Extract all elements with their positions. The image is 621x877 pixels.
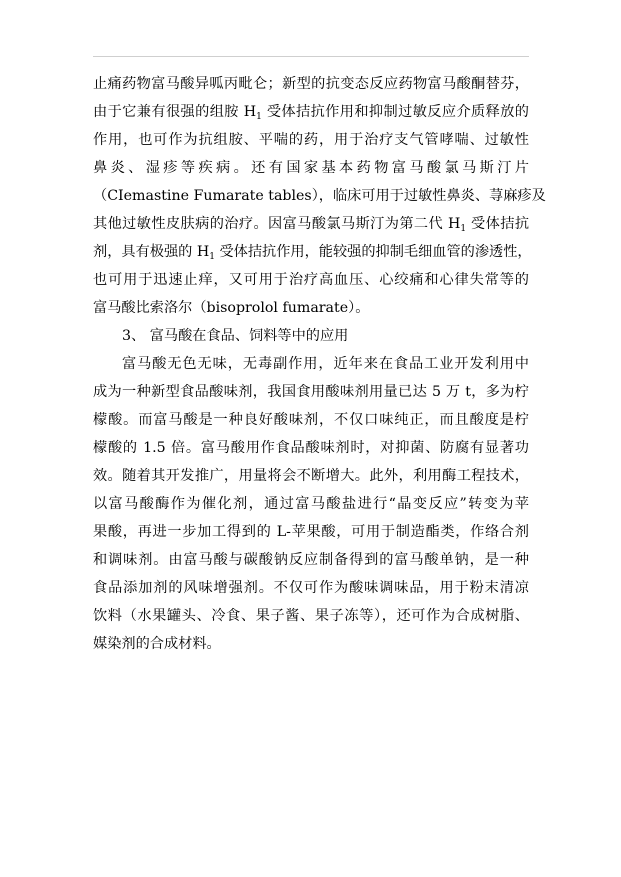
text-line: 富马酸比索洛尔（bisoprolol fumarate）。 (93, 300, 370, 316)
text-line: 止痛药物富马酸异呱丙毗仑；新型的抗变态反应药物富马酸酮替芬， (93, 76, 529, 92)
subscript: 1 (256, 112, 262, 122)
text-line: 富马酸无色无味，无毒副作用，近年来在食品工业开发利用中 (122, 356, 529, 372)
text-line: 檬酸的 1.5 倍。富马酸用作食品酸味剂时，对抑菌、防腐有显著功 (93, 440, 529, 456)
header-rule (93, 56, 529, 57)
text-line (93, 238, 532, 266)
text-span: 由于它兼有很强的组胺 H (93, 104, 257, 120)
text-span: 剂，具有极强的 H (93, 244, 210, 260)
text-line: 饮料（水果罐头、冷食、果子酱、果子冻等），还可作为合成树脂、 (93, 608, 529, 624)
text-line (93, 210, 529, 238)
document-body (93, 70, 546, 658)
text-line: 成为一种新型食品酸味剂，我国食用酸味剂用量已达 5 万 t，多为柠 (93, 384, 529, 400)
text-line: 鼻炎、湿疹等疾病。还有国家基本药物富马酸氯马斯汀片 (93, 160, 529, 176)
text-line: 和调味剂。由富马酸与碳酸钠反应制备得到的富马酸单钠，是一种 (93, 552, 529, 568)
subscript: 1 (460, 224, 467, 234)
text-line: 以富马酸酶作为催化剂，通过富马酸盐进行“晶变反应”转变为苹 (93, 496, 529, 512)
text-line: 果酸，再进一步加工得到的 L-苹果酸，可用于制造酯类，作络合剂 (93, 524, 529, 540)
text-line: 媒染剂的合成材料。 (93, 636, 221, 652)
text-line (93, 98, 529, 126)
text-line: 作用，也可作为抗组胺、平喘的药，用于治疗支气管哮喘、过敏性 (93, 132, 529, 148)
text-line: 也可用于迅速止痒，又可用于治疗高血压、心绞痛和心律失常等的 (93, 272, 529, 288)
text-line: 食品添加剂的风味增强剂。不仅可作为酸味调味品，用于粉末清凉 (93, 580, 529, 596)
text-line: 效。随着其开发推广，用量将会不断增大。此外，利用酶工程技术， (93, 468, 529, 484)
text-span: 其他过敏性皮肤病的治疗。因富马酸氯马斯汀为第二代 H (93, 216, 461, 232)
text-span: 受体拮抗 (466, 216, 530, 232)
subscript: 1 (209, 252, 215, 262)
text-line: 檬酸。而富马酸是一种良好酸味剂，不仅口味纯正，而且酸度是柠 (93, 412, 529, 428)
section-heading: 3、 富马酸在食品、饲料等中的应用 (122, 328, 349, 344)
paragraph-food-uses (93, 350, 529, 658)
text-span: 受体拮抗作用和抑制过敏反应介质释放的 (261, 104, 529, 120)
paragraph-medical-uses (93, 70, 546, 322)
text-line: （CIemastine Fumarate tables），临床可用于过敏性鼻炎、荨麻疹及 (93, 188, 546, 204)
text-span: 受体拮抗作用，能较强的抑制毛细血管的渗透性， (214, 244, 532, 260)
